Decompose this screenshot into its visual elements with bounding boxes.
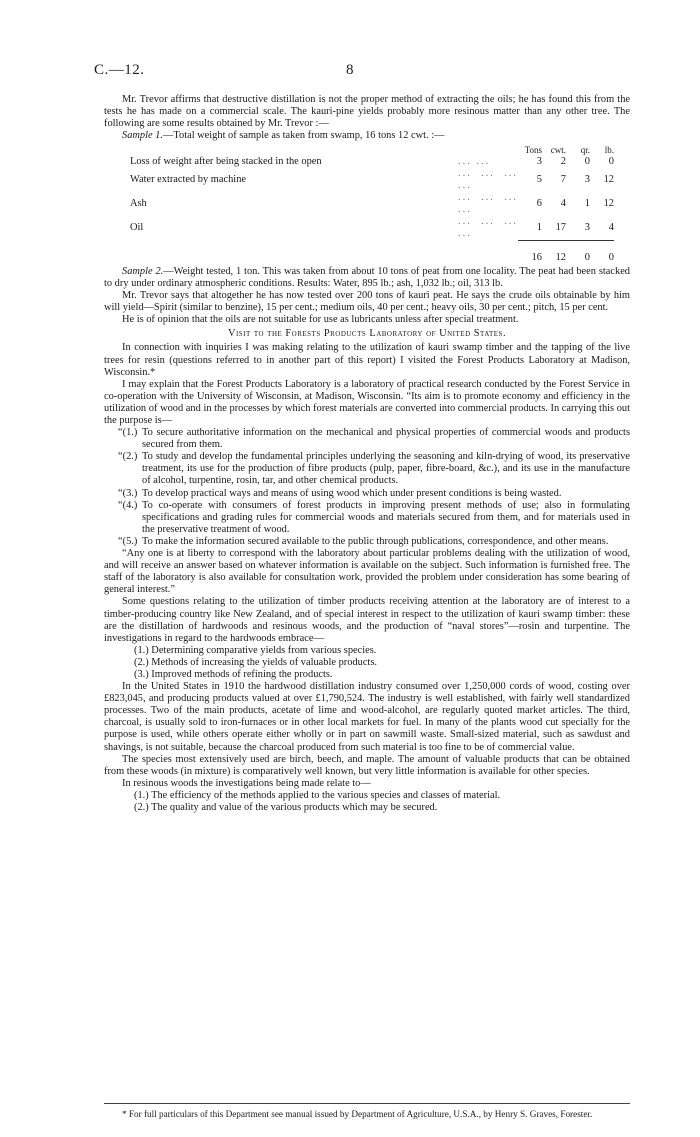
table-total-row: [130, 244, 614, 264]
row-label: Water extracted by machine: [130, 174, 246, 186]
sample-1-label: Sample 1.: [122, 130, 163, 142]
cell-tons: 5: [536, 174, 542, 186]
leader-dots: ... ... ... ...: [458, 168, 518, 192]
list-item: [104, 427, 630, 451]
cell-cwt: 7: [560, 174, 566, 186]
sample-1-table: [130, 144, 614, 264]
paragraph-hardwood-industry: In the United States in 1910 the hardwood distillation industry consumed over 1,250,000 cords of wood, costing over £823,045, and producing products valued at over £1,790,524. The industry is well established, with fairly well standardized processes. Two of the main products, acetate of lime and wood-alcohol, are regularly quoted market articles. The third, charcoal, is usually sold to iron-furnaces or in other local markets for fuel. In many of the plants wood cut specially for the purpose is used, while others operate either wholly or in part on sawmill waste. Small-sized material, such as sawdust and shavings, is not suitable, because the charcoal produced from such material is too fine to be of commercial value.: [104, 681, 630, 753]
paragraph-kauri-peat-yields: Mr. Trevor says that altogether he has now tested over 200 tons of kauri peat. He says the crude oils obtainable by him will yield—Spirit (similar to benzine), 15 per cent.; medium oils, 40 per cent.; heavy oils, 30 per cent.; pitch, 15 per cent.: [104, 290, 630, 314]
row-label: Loss of weight after being stacked in the open: [130, 156, 322, 168]
paragraph-lubricants: He is of opinion that the oils are not suitable for use as lubricants unless after special treatment.: [122, 314, 519, 326]
paragraph-species: The species most extensively used are birch, beech, and maple. The amount of valuable products that can be obtained from these woods (in mixture) is comparatively well known, but very little information is available for other species.: [104, 753, 630, 777]
table-row: [130, 168, 614, 192]
cell-lb: 12: [603, 174, 614, 186]
resinous-list-item: (2.) The quality and value of the various products which may be secured.: [134, 802, 438, 813]
row-label: Ash: [130, 198, 147, 210]
table-header-row: [130, 144, 614, 156]
list-item-number: “(4.): [118, 499, 138, 511]
list-item-number: “(1.): [118, 427, 138, 439]
list-item-text: To secure authoritative information on the mechanical and physical properties of commercial woods and products secured from them.: [142, 427, 630, 451]
sample-2-label: Sample 2.: [122, 265, 164, 277]
page-header-reference: C.—12.: [94, 62, 145, 78]
paragraph-correspondence: “Any one is at liberty to correspond with the laboratory about particular problems dealing with the utilization of wood, and will receive an answer based on whatever information is available on the subject. Such information is furnished free. The staff of the laboratory is also available for consultation work, provided the problem under consideration has some bearing of general interest.”: [104, 548, 630, 596]
cell-tons: 6: [536, 198, 542, 210]
cell-qr: 3: [584, 174, 590, 186]
cell-lb: 4: [608, 222, 614, 234]
sample-2-text: —Weight tested, 1 ton. This was taken from about 10 tons of peat from one locality. The peat had been stacked to dry under ordinary atmospheric conditions. Results: Water, 895 lb.; ash, 1,032 lb.; oil, 313 lb.: [104, 265, 631, 289]
total-qr: 0: [584, 251, 590, 263]
list-item: [104, 451, 630, 487]
cell-cwt: 17: [555, 222, 566, 234]
hardwood-list-item: (1.) Determining comparative yields from various species.: [134, 644, 377, 656]
cell-lb: 0: [608, 156, 614, 168]
footnote-rule: [104, 1103, 630, 1104]
cell-qr: 0: [584, 156, 590, 168]
column-header-qr: qr.: [580, 145, 590, 156]
row-label: Oil: [130, 222, 144, 234]
section-heading: Visit to the Forests Products Laboratory of United States.: [227, 328, 507, 340]
cell-cwt: 2: [560, 156, 566, 168]
paragraph-questions-relating: Some questions relating to the utilization of timber products receiving attention at the laboratory are of interest to a timber-producing country like New Zealand, and of special interest in respect to the utilization of kauri swamp timber: these are the distillation of hardwoods and resinous woods, and the production of “naval stores”—rosin and turpentine. The investigations in regard to the hardwoods embrace—: [104, 596, 630, 644]
leader-dots: ... ... ... ...: [458, 192, 518, 216]
cell-tons: 1: [536, 222, 542, 234]
list-item-number: “(5.): [118, 535, 138, 547]
list-item-text: To make the information secured available to the public through publications, correspondence, and other means.: [142, 535, 609, 547]
resinous-list-item: (1.) The efficiency of the methods applied to the various species and classes of material.: [134, 789, 501, 801]
column-header-lb: lb.: [604, 145, 614, 156]
table-row: [130, 216, 614, 240]
table-row: [130, 192, 614, 216]
list-item-number: “(3.): [118, 487, 138, 499]
list-item: [104, 500, 630, 536]
footnote: * For full particulars of this Department see manual issued by Department of Agriculture, U.S.A., by Henry S. Graves, Forester.: [122, 1109, 593, 1119]
total-cwt: 12: [555, 251, 566, 263]
document-body: [104, 94, 630, 814]
cell-lb: 12: [603, 198, 614, 210]
list-item-number: “(2.): [118, 451, 138, 463]
list-item-text: To study and develop the fundamental principles underlying the seasoning and kiln-drying of wood, its preservative treatment, its use for the production of fibre products (pulp, paper, fibre-board, &c.), and its use in the manufacture of alcohol, turpentine, rosin, tar, and other chemical products.: [142, 451, 630, 487]
list-item-text: To co-operate with consumers of forest products in improving present methods of use; also in formulating specifications and grading rules for commercial woods and materials secured from them, and for materials used in the preservative treatment of wood.: [142, 499, 630, 535]
column-header-cwt: cwt.: [550, 145, 566, 156]
sample-2-paragraph: [104, 266, 630, 290]
paragraph-resinous-woods: In resinous woods the investigations being made relate to—: [122, 777, 371, 789]
page-number: 8: [346, 62, 354, 78]
cell-tons: 3: [536, 156, 542, 168]
list-item: [104, 488, 630, 500]
sample-1-text: —Total weight of sample as taken from swamp, 16 tons 12 cwt. :—: [162, 130, 445, 142]
list-item: [104, 536, 630, 548]
cell-cwt: 4: [560, 198, 566, 210]
total-tons: 16: [531, 251, 542, 263]
cell-qr: 3: [584, 222, 590, 234]
list-item-text: To develop practical ways and means of using wood which under present conditions is being wasted.: [142, 487, 562, 499]
total-lb: 0: [608, 251, 614, 263]
leader-dots: ... ...: [458, 156, 491, 168]
paragraph-trevor-distillation: Mr. Trevor affirms that destructive distillation is not the proper method of extracting the oils; he has found this from the tests he has made on a commercial scale. The kauri-pine yields probably more resinous matter than any other tree. The following are some results obtained by Mr. Trevor :—: [104, 94, 630, 130]
sample-1-heading: [104, 130, 630, 142]
paragraph-laboratory-purpose: I may explain that the Forest Products Laboratory is a laboratory of practical research conducted by the Forest Service in co-operation with the University of Wisconsin, at Madison, Wisconsin. “Its aim is to promote economy and efficiency in the utilization of wood and in the processes by which forest materials are converted into commercial products. In carrying this out the purpose is—: [104, 378, 630, 426]
paragraph-madison-visit: In connection with inquiries I was making relating to the utilization of kauri swamp timber and the tapping of the live trees for resin (questions referred to in another part of this report) I visited the Forest Products Laboratory at Madison, Wisconsin.*: [104, 342, 630, 378]
leader-dots: ... ... ... ...: [458, 216, 518, 240]
cell-qr: 1: [584, 198, 590, 210]
table-row: [130, 156, 614, 168]
hardwood-list-item: (2.) Methods of increasing the yields of valuable products.: [134, 656, 377, 668]
hardwood-list-item: (3.) Improved methods of refining the products.: [134, 668, 333, 680]
column-header-tons: Tons: [524, 145, 542, 156]
